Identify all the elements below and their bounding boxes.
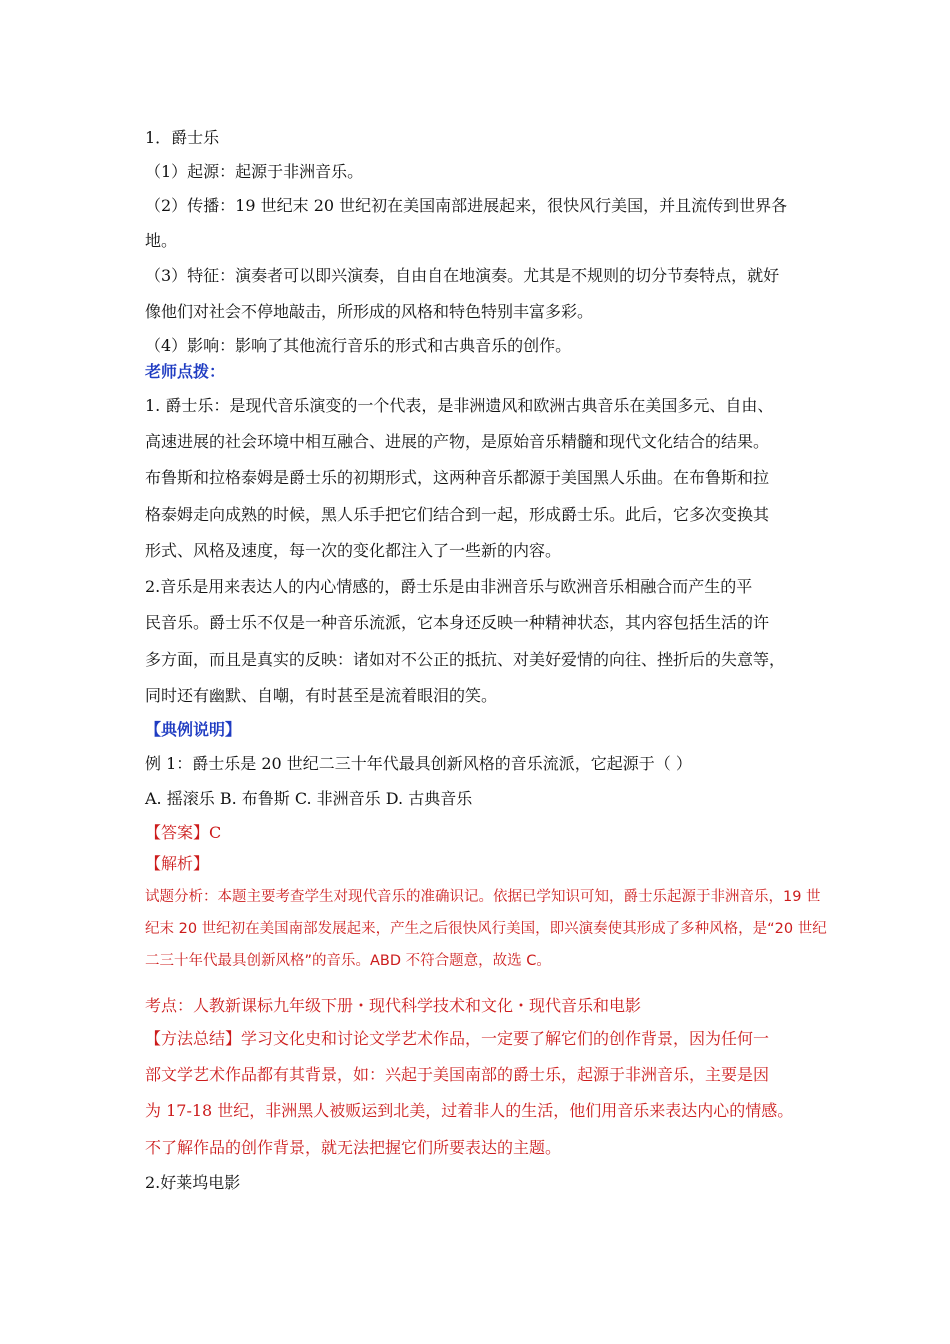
spread-text-2: 地。 (145, 231, 178, 250)
spread-text-1: （2）传播：19 世纪末 20 世纪初在美国南部进展起来，很快风行美国，并且流传到世界各 (145, 196, 788, 215)
teacher-line-5: 形式、风格及速度，每一次的变化都注入了一些新的内容。 (145, 541, 562, 560)
example-heading: 【典例说明】 (145, 720, 242, 739)
analysis-line-2: 纪末 20 世纪初在美国南部发展起来，产生之后很快风行美国，即兴演奏使其形成了多种风格，是“20 世纪 (145, 921, 827, 937)
analysis-label: 【解析】 (145, 854, 210, 873)
method-line-4: 不了解作品的创作背景，就无法把握它们所要表达的主题。 (145, 1138, 562, 1157)
teacher-line-4: 格泰姆走向成熟的时候，黑人乐手把它们结合到一起，形成爵士乐。此后，它多次变换其 (145, 505, 770, 524)
teacher-line-6: 2.音乐是用来表达人的内心情感的，爵士乐是由非洲音乐与欧洲音乐相融合而产生的平 (145, 577, 753, 596)
method-row-1 (145, 1028, 769, 1050)
origin-text: （1）起源：起源于非洲音乐。 (145, 162, 364, 181)
method-line-2: 部文学艺术作品都有其背景，如：兴起于美国南部的爵士乐，起源于非洲音乐，主要是因 (145, 1065, 770, 1084)
analysis-line-3: 二三十年代最具创新风格”的音乐。ABD 不符合题意，故选 C。 (145, 953, 551, 969)
kaodian-text: 考点：人教新课标九年级下册・现代科学技术和文化・现代音乐和电影 (145, 996, 642, 1015)
teacher-line-2: 高速进展的社会环境中相互融合、进展的产物，是原始音乐精髓和现代文化结合的结果。 (145, 432, 770, 451)
teacher-line-8: 多方面，而且是真实的反映：诸如对不公正的抵抗、对美好爱情的向往、挫折后的失意等， (145, 650, 786, 669)
analysis-line-1: 试题分析：本题主要考查学生对现代音乐的准确识记。依据已学知识可知，爵士乐起源于非洲音乐，19 世 (145, 889, 821, 905)
answer-row (145, 822, 221, 844)
teacher-line-7: 民音乐。爵士乐不仅是一种音乐流派，它本身还反映一种精神状态，其内容包括生活的许 (145, 613, 770, 632)
example-options: A. 摇滚乐 B. 布鲁斯 C. 非洲音乐 D. 古典音乐 (145, 789, 473, 808)
method-label: 【方法总结】 (145, 1029, 242, 1048)
feature-text-1: （3）特征：演奏者可以即兴演奏，自由自在地演奏。尤其是不规则的切分节奏特点，就好 (145, 266, 780, 285)
section2-title: 2.好莱坞电影 (145, 1173, 241, 1192)
method-line-1: 学习文化史和讨论文学艺术作品，一定要了解它们的创作背景，因为任何一 (241, 1029, 770, 1048)
answer-label: 【答案】 (145, 823, 210, 842)
example-question: 例 1：爵士乐是 20 世纪二三十年代最具创新风格的音乐流派，它起源于（ ） (145, 754, 692, 773)
answer-value: C (209, 823, 222, 842)
teacher-line-3: 布鲁斯和拉格泰姆是爵士乐的初期形式，这两种音乐都源于美国黑人乐曲。在布鲁斯和拉 (145, 468, 770, 487)
teacher-heading: 老师点拨： (145, 362, 226, 381)
teacher-line-1: 1. 爵士乐：是现代音乐演变的一个代表，是非洲遗风和欧洲古典音乐在美国多元、自由、 (145, 396, 774, 415)
influence-text: （4）影响：影响了其他流行音乐的形式和古典音乐的创作。 (145, 336, 572, 355)
feature-text-2: 像他们对社会不停地敲击，所形成的风格和特色特别丰富多彩。 (145, 302, 594, 321)
method-line-3: 为 17-18 世纪，非洲黑人被贩运到北美，过着非人的生活，他们用音乐来表达内心的情感。 (145, 1101, 794, 1120)
section1-title: 1．爵士乐 (145, 128, 220, 147)
teacher-line-9: 同时还有幽默、自嘲，有时甚至是流着眼泪的笑。 (145, 686, 498, 705)
